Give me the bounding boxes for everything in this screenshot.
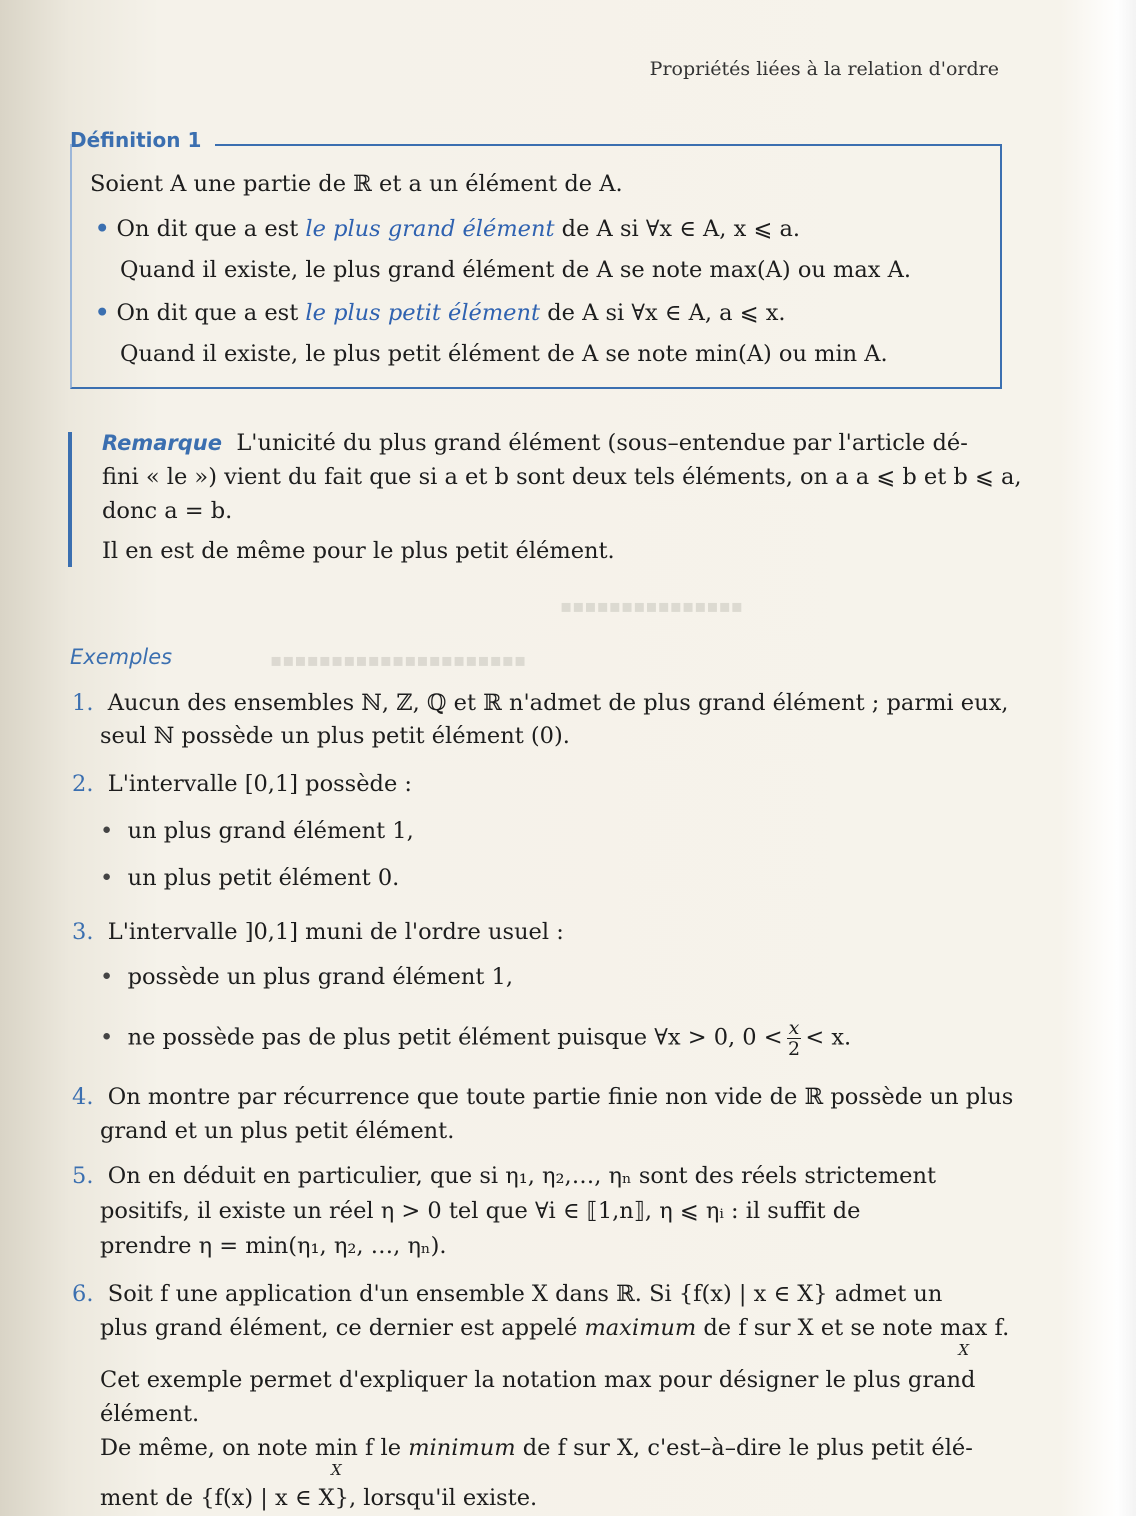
example-4-line-2: grand et un plus petit élément. — [100, 1118, 455, 1144]
example-3-bullet-2-end: < x. — [805, 1024, 852, 1051]
example-number: 6. — [72, 1281, 94, 1307]
fraction-numerator: x — [788, 1017, 800, 1039]
min-operator — [314, 1434, 358, 1479]
example-3-line-1: L'intervalle ]0,1] muni de l'ordre usuel : — [107, 919, 564, 945]
definition-bullet-2-text-b: de A si ∀x ∈ A, a ⩽ x. — [540, 300, 786, 326]
example-number: 3. — [72, 919, 94, 945]
definition-bullet-2 — [95, 299, 786, 327]
example-6-para-3-c: de f sur X, c'est–à–dire le plus petit élé- — [515, 1435, 973, 1461]
remark-line-4: Il en est de même pour le plus petit élément. — [102, 538, 615, 564]
term-maximum: maximum — [584, 1315, 697, 1341]
example-2-bullet-1 — [100, 817, 414, 845]
bullet-icon: • — [95, 216, 110, 242]
example-6-para-2-line-1: Cet exemple permet d'expliquer la notation max pour désigner le plus grand — [100, 1367, 976, 1393]
example-2-bullet-1-text: un plus grand élément 1, — [127, 818, 414, 844]
definition-title: Définition 1 — [70, 128, 202, 152]
example-2-line-1: L'intervalle [0,1] possède : — [107, 771, 412, 797]
definition-term-max: le plus grand élément — [305, 216, 555, 242]
example-number: 1. — [72, 690, 94, 716]
example-2 — [72, 770, 412, 798]
example-2-bullet-2-text: un plus petit élément 0. — [127, 865, 400, 891]
example-6-line-2-end: f. — [987, 1315, 1010, 1341]
example-6-line-2-a: plus grand élément, ce dernier est appelé — [100, 1315, 585, 1341]
example-1 — [72, 689, 1008, 717]
bullet-icon: • — [100, 964, 114, 990]
example-5-line-1: On en déduit en particulier, que si η₁, η₂,…, ηₙ sont des réels strictement — [107, 1163, 937, 1189]
definition-bullet-1-text-b: de A si ∀x ∈ A, x ⩽ a. — [554, 216, 801, 242]
example-6-line-1: Soit f une application d'un ensemble X dans ℝ. Si {f(x) | x ∈ X} admet un — [107, 1281, 943, 1307]
example-6-para-2-line-2: élément. — [100, 1401, 200, 1427]
example-number: 2. — [72, 771, 94, 797]
example-4-line-1: On montre par récurrence que toute partie finie non vide de ℝ possède un plus — [107, 1084, 1014, 1110]
definition-intro: Soient A une partie de ℝ et a un élément de A. — [90, 171, 623, 197]
example-2-bullet-2 — [100, 864, 399, 892]
bleed-through: ▪▪▪▪▪▪▪▪▪▪▪▪▪▪▪ — [560, 596, 743, 617]
fraction-x-over-2 — [787, 1018, 802, 1059]
definition-bullet-1 — [95, 215, 800, 243]
remark-text-1: L'unicité du plus grand élément (sous–entendue par l'article dé- — [236, 430, 968, 456]
definition-bullet-2-note: Quand il existe, le plus petit élément de A se note min(A) ou min A. — [120, 341, 888, 367]
example-3-bullet-1 — [100, 963, 513, 991]
fraction-denominator: 2 — [787, 1038, 801, 1060]
remark-line-1 — [102, 429, 968, 457]
bleed-through: ▪▪▪▪▪▪▪▪▪▪▪▪▪▪▪▪▪▪▪▪▪ — [270, 650, 527, 671]
example-number: 4. — [72, 1084, 94, 1110]
bullet-icon: • — [95, 300, 110, 326]
example-number: 5. — [72, 1163, 94, 1189]
remark-line-3: donc a = b. — [102, 498, 233, 524]
example-6-para-3-b: f le — [357, 1435, 409, 1461]
example-6-para-3-last: ment de {f(x) | x ∈ X}, lorsqu'il existe. — [100, 1485, 538, 1511]
example-3-bullet-2 — [100, 1018, 851, 1059]
example-1-line-2: seul ℕ possède un plus petit élément (0). — [100, 723, 570, 749]
bullet-icon: • — [100, 818, 114, 844]
example-3-bullet-1-text: possède un plus grand élément 1, — [127, 964, 513, 990]
example-6-para-3 — [100, 1434, 973, 1479]
definition-bullet-1-note: Quand il existe, le plus grand élément de A se note max(A) ou max A. — [120, 257, 911, 283]
max-operator — [939, 1314, 988, 1359]
term-minimum: minimum — [408, 1435, 516, 1461]
running-head: Propriétés liées à la relation d'ordre — [649, 58, 999, 80]
remark-title: Remarque — [102, 431, 223, 455]
examples-title: Exemples — [70, 645, 173, 669]
remark-line-2: fini « le ») vient du fait que si a et b sont deux tels éléments, on a a ⩽ b et b ⩽ a, — [102, 464, 1022, 490]
example-1-line-1: Aucun des ensembles ℕ, ℤ, ℚ et ℝ n'admet de plus grand élément ; parmi eux, — [107, 690, 1009, 716]
example-5 — [72, 1162, 936, 1190]
min-operator-subscript: X — [331, 1461, 342, 1479]
example-5-line-3: prendre η = min(η₁, η₂, …, ηₙ). — [100, 1233, 447, 1259]
definition-bullet-1-text-a: On dit que a est — [116, 216, 306, 242]
max-operator-subscript: X — [958, 1341, 969, 1359]
example-3-bullet-2-text: ne possède pas de plus petit élément puisque ∀x > 0, 0 < — [127, 1024, 783, 1051]
remark-bar — [68, 432, 72, 567]
example-5-line-2: positifs, il existe un réel η > 0 tel que ∀i ∈ ⟦1,n⟧, η ⩽ ηᵢ : il suffit de — [100, 1198, 861, 1224]
min-operator-text: min — [314, 1435, 358, 1461]
max-operator-text: max — [939, 1315, 988, 1341]
definition-bullet-2-text-a: On dit que a est — [116, 300, 306, 326]
page-edge — [1116, 0, 1136, 1516]
example-6-para-3-a: De même, on note — [100, 1435, 315, 1461]
bullet-icon: • — [100, 865, 114, 891]
example-4 — [72, 1083, 1013, 1111]
definition-term-min: le plus petit élément — [305, 300, 541, 326]
bullet-icon: • — [100, 1024, 114, 1051]
example-6 — [72, 1280, 942, 1308]
example-3 — [72, 918, 564, 946]
example-6-line-2-b: de f sur X et se note — [696, 1315, 940, 1341]
example-6-line-2 — [100, 1314, 1010, 1359]
